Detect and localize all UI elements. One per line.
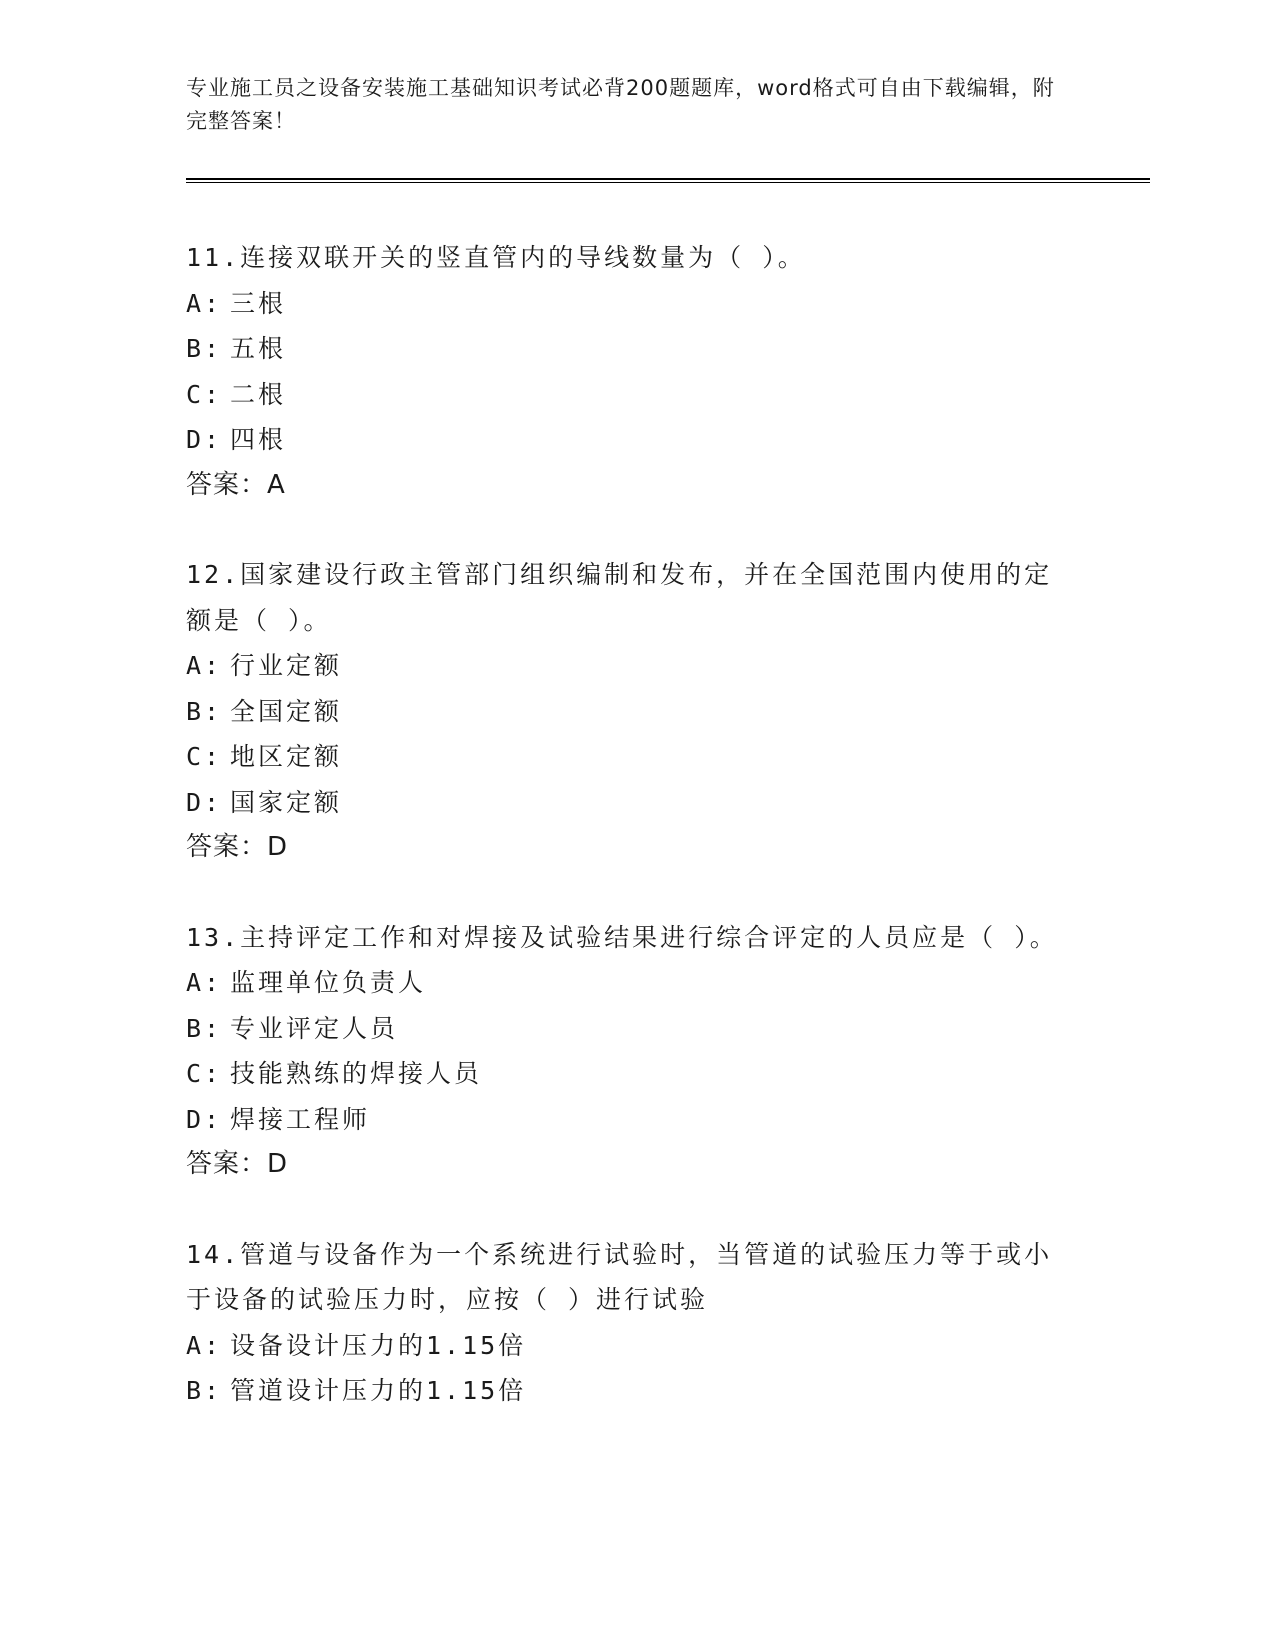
- option-a: [186, 281, 1076, 327]
- question-text: [186, 915, 1076, 961]
- document-header: [186, 72, 1066, 138]
- option-text: 专业评定人员: [230, 1013, 399, 1043]
- answer-line: 答案：D: [186, 1149, 289, 1179]
- option-b: [186, 1368, 1076, 1414]
- question-text: [186, 552, 1076, 643]
- header-title: 专业施工员之设备安装施工基础知识考试必背200题题库，word格式可自由下载编辑，附完整答案！: [186, 76, 1055, 133]
- option-text: 设备设计压力的1.15倍: [230, 1330, 527, 1360]
- question-number: 14.: [186, 1239, 241, 1269]
- option-text: 技能熟练的焊接人员: [230, 1059, 483, 1088]
- option-text: 焊接工程师: [230, 1104, 371, 1134]
- option-d: [186, 417, 1076, 463]
- option-text: 国家定额: [230, 787, 343, 817]
- option-a: [186, 960, 1076, 1006]
- option-c: [186, 372, 1076, 418]
- question-body: 管道与设备作为一个系统进行试验时，当管道的试验压力等于或小于设备的试验压力时，应按（ ）进行试验: [186, 1239, 1053, 1314]
- option-letter: B:: [186, 1376, 223, 1405]
- option-c: [186, 734, 1076, 780]
- option-text: 二根: [230, 379, 287, 409]
- option-letter: C:: [186, 1059, 223, 1088]
- option-letter: A:: [186, 1330, 223, 1360]
- option-letter: D:: [186, 1104, 223, 1134]
- option-b: [186, 689, 1076, 735]
- question-body: 主持评定工作和对焊接及试验结果进行综合评定的人员应是（ ）。: [240, 922, 1058, 952]
- option-letter: B:: [186, 696, 223, 726]
- question-number: 13.: [186, 922, 241, 952]
- question-11: [186, 235, 1076, 508]
- option-b: [186, 1006, 1076, 1052]
- option-d: [186, 1097, 1076, 1143]
- option-letter: B:: [186, 1013, 223, 1043]
- option-letter: C:: [186, 742, 223, 771]
- option-letter: D:: [186, 425, 223, 454]
- question-text: [186, 1232, 1076, 1323]
- option-letter: A:: [186, 968, 223, 997]
- question-number: 12.: [186, 560, 241, 589]
- option-letter: B:: [186, 334, 223, 363]
- header-divider-thick: [186, 178, 1150, 180]
- option-text: 三根: [230, 288, 287, 318]
- option-text: 管道设计压力的1.15倍: [230, 1376, 527, 1405]
- option-letter: A:: [186, 651, 223, 680]
- header-divider-thin: [186, 182, 1150, 183]
- option-text: 监理单位负责人: [230, 968, 427, 997]
- option-text: 行业定额: [230, 651, 343, 680]
- option-text: 五根: [230, 334, 287, 363]
- option-text: 地区定额: [230, 742, 343, 771]
- answer-line: 答案：A: [186, 469, 286, 500]
- option-text: 全国定额: [230, 696, 343, 726]
- question-body: 连接双联开关的竖直管内的导线数量为（ ）。: [240, 243, 806, 272]
- answer-line: 答案：D: [186, 832, 289, 862]
- question-13: [186, 915, 1076, 1188]
- option-d: [186, 780, 1076, 826]
- option-a: [186, 643, 1076, 689]
- option-letter: A:: [186, 288, 223, 318]
- question-text: [186, 235, 1076, 281]
- question-12: [186, 552, 1076, 871]
- question-list: [186, 235, 1076, 1458]
- question-14: [186, 1232, 1076, 1414]
- option-letter: D:: [186, 787, 223, 817]
- option-b: [186, 326, 1076, 372]
- question-number: 11.: [186, 243, 241, 272]
- option-c: [186, 1051, 1076, 1097]
- option-text: 四根: [230, 425, 287, 454]
- option-letter: C:: [186, 379, 223, 409]
- question-body: 国家建设行政主管部门组织编制和发布，并在全国范围内使用的定额是（ ）。: [186, 560, 1053, 635]
- option-a: [186, 1323, 1076, 1369]
